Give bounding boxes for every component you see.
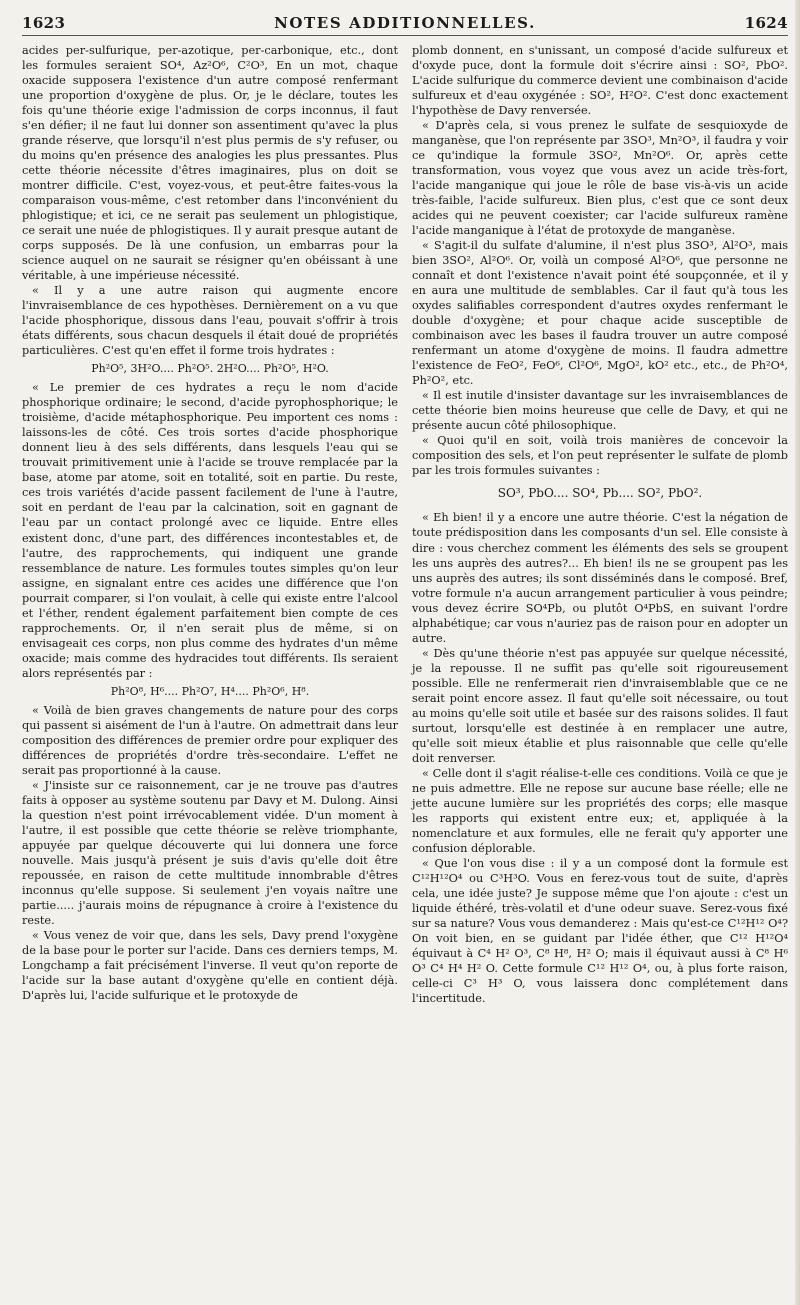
running-title: NOTES ADDITIONNELLES.: [274, 14, 536, 32]
paragraph: « Dès qu'une théorie n'est pas appuyée sur quelque nécessité, je la repousse. Il ne suffit pas qu'elle soit rigoureusement possible. Elle ne renfermerait rien d'invraisemblable que ce ne serait point encore assez. Il faut qu'elle soit nécessaire, ou tout au moins qu'elle soit utile et basée sur des raisons solides. Il faut surtout, lorsqu'elle est destinée à en remplacer une autre, qu'elle soit mieux établie et plus raisonnable que celle qu'elle doit renverser.: [412, 646, 788, 765]
chemical-formula-line: SO³, PbO.... SO⁴, Pb.... SO², PbO².: [497, 486, 703, 501]
paragraph: « J'insiste sur ce raisonnement, car je ne trouve pas d'autres faits à opposer au système soutenu par Davy et M. Dulong. Ainsi la question n'est point irrévocablement vidée. D'un moment à l'autre, il est possible que cette théorie se relève triomphante, appuyée par quelque découverte qui lui donnera une force nouvelle. Mais jusqu'à présent je suis d'avis qu'elle doit être repoussée, en raison de cette multitude innombrable d'êtres inconnus qu'elle suppose. Si seulement j'en voyais naître une partie..... j'aurais moins de répugnance à croire à l'existence du reste.: [22, 778, 398, 927]
page-edge-shadow: [795, 0, 800, 1305]
paragraph: « D'après cela, si vous prenez le sulfate de sesquioxyde de manganèse, que l'on représente par 3SO³, Mn²O³, il faudra y voir ce qu'indique la formule 3SO², Mn²O⁶. Or, après cette transformation, vous voyez que vous avez un acide très-fort, l'acide manganique qui joue le rôle de base vis-à-vis un acide très-faible, l'acide sulfureux. Bien plus, c'est que ce sont deux acides qui ne peuvent coexister; car l'acide sulfureux ramène l'acide manganique à l'état de protoxyde de manganèse.: [412, 119, 788, 238]
paragraph: « Eh bien! il y a encore une autre théorie. C'est la négation de toute prédisposition dans les composants d'un sel. Elle consiste à dire : vous cherchez comment les éléments des sels se groupent les uns auprès des autres?... Eh bien! ils ne se groupent pas les uns auprès des autres; ils sont disséminés dans le composé. Bref, votre formule n'a aucun arrangement particulier à vous peindre; vous devez écrire SO⁴Pb, ou plutôt O⁴PbS, en suivant l'ordre alphabétique; car vous n'auriez pas de raison pour en adopter un autre.: [412, 511, 788, 645]
paragraph: « Voilà de bien graves changements de nature pour des corps qui passent si aisément de l'un à l'autre. On admettrait dans leur composition des différences de premier ordre pour expliquer des différences de propriétés d'ordre très-secondaire. L'effet ne serait pas proportionné à la cause.: [22, 703, 398, 777]
left-column: [22, 43, 398, 1006]
paragraph: « S'agit-il du sulfate d'alumine, il n'est plus 3SO³, Al²O³, mais bien 3SO², Al²O⁶. Or, voilà un composé Al²O⁶, que personne ne connaît et dont l'existence n'avait point été soupçonnée, et il y en aura une multitude de semblables. Car il faut qu'à tous les oxydes salifiables correspondent d'autres oxydes renfermant le double d'oxygène; et pour chaque acide susceptible de combinaison avec les bases il faudra trouver un autre composé renfermant un atome d'oxygène de moins. Il faudra admettre l'existence de FeO², FeO⁶, Cl²O⁶, MgO², kO² etc., etc., de Ph²O⁴, Ph²O², etc.: [412, 239, 788, 388]
running-header: [22, 14, 788, 36]
paragraph: « Le premier de ces hydrates a reçu le nom d'acide phosphorique ordinaire; le second, d'acide pyrophosphorique; le troisième, d'acide métaphosphorique. Peu importent ces noms : laissons-les de côté. Ces trois sortes d'acide phosphorique donnent lieu à des sels différents, dans lesquels l'eau qui se trouvait primitivement unie à l'acide se trouve remplacée par la base, atome par atome, soit en totalité, soit en partie. Du reste, ces trois variétés d'acide passent facilement de l'une à l'autre, soit en perdant de l'eau par la calcination, soit en gagnant de l'eau par un contact prolongé avec ce liquide. Entre elles existent donc, d'une part, des différences incontestables et, de l'autre, des rapprochements, qui indiquent une grande ressemblance de nature. Les formules toutes simples qu'on leur assigne, en signalant entre ces acides une différence que l'on pourrait comparer, si l'on voulait, à celle qui existe entre l'alcool et l'éther, rendent également parfaitement bien compte de ces rapprochements. Or, il n'en serait plus de même, si on envisageait ces corps, non plus comme des hydrates d'un même oxacide; mais comme des hydracides tout différents. Ils seraient alors représentés par :: [22, 381, 398, 680]
chemical-formula-line: Ph²O⁸, H⁶.... Ph²O⁷, H⁴.... Ph²O⁶, H⁸.: [110, 684, 310, 698]
two-column-body: [22, 43, 788, 1006]
paragraph: « Il y a une autre raison qui augmente encore l'invraisemblance de ces hypothèses. Dernièrement on a vu que l'acide phosphorique, dissous dans l'eau, pouvait s'offrir à trois états différents, sous chacun desquels il était doué de propriétés particulières. C'est qu'en effet il forme trois hydrates :: [22, 284, 398, 358]
paragraph: plomb donnent, en s'unissant, un composé d'acide sulfureux et d'oxyde puce, dont la formule doit s'écrire ainsi : SO², PbO². L'acide sulfurique du commerce devient une combinaison d'acide sulfureux et d'eau oxygénée : SO², H²O². C'est donc exactement l'hypothèse de Davy renversée.: [412, 44, 788, 118]
paragraph: « Celle dont il s'agit réalise-t-elle ces conditions. Voilà ce que je ne puis admettre. Elle ne repose sur aucune base réelle; elle ne jette aucune lumière sur les propriétés des corps; elle masque les rapports qui existent entre eux; et, appliquée à la nomenclature et aux formules, elle ne ferait qu'y apporter une confusion déplorable.: [412, 766, 788, 855]
paragraph: « Vous venez de voir que, dans les sels, Davy prend l'oxygène de la base pour le porter sur l'acide. Dans ces derniers temps, M. Longchamp a fait précisément l'inverse. Il veut qu'on reporte de l'acide sur la base autant d'oxygène qu'elle en contient déjà. D'après lui, l'acide sulfurique et le protoxyde de: [22, 928, 398, 1002]
right-column: [412, 43, 788, 1006]
paragraph: acides per-sulfurique, per-azotique, per-carbonique, etc., dont les formules seraient SO⁴, Az²O⁶, C²O³, En un mot, chaque oxacide supposera l'existence d'un autre composé renfermant une proportion d'oxygène de plus. Or, je le déclare, toutes les fois qu'une théorie exige l'admission de corps inconnus, il faut s'en défier; il ne faut lui donner son assentiment qu'avec la plus grande réserve, que lorsqu'il n'est plus permis de s'y refuser, ou du moins qu'en présence des analogies les plus pressantes. Plus cette théorie nécessite d'êtres imaginaires, plus on doit se montrer difficile. C'est, voyez-vous, et peut-être faites-vous la comparaison vous-même, c'est retomber dans l'inconvénient du phlogistique; et ici, ce ne serait pas seulement un phlogistique, ce serait une nuée de phlogistiques. Il y aurait presque autant de corps supposés. De là une confusion, un embarras pour la science auquel on ne saurait se résigner qu'en obéissant à une véritable, à une impérieuse nécessité.: [22, 44, 398, 283]
paragraph: « Il est inutile d'insister davantage sur les invraisemblances de cette théorie bien moins heureuse que celle de Davy, et qui ne présente aucun côté philosophique.: [412, 389, 788, 433]
paragraph: « Quoi qu'il en soit, voilà trois manières de concevoir la composition des sels, et l'on peut représenter le sulfate de plomb par les trois formules suivantes :: [412, 434, 788, 478]
left-page-number: 1623: [22, 14, 66, 32]
paragraph: « Que l'on vous dise : il y a un composé dont la formule est C¹²H¹²O⁴ ou C³H³O. Vous en ferez-vous tout de suite, d'après cela, une idée juste? Je suppose même que l'on ajoute : c'est un liquide éthéré, très-volatil et d'une odeur suave. Serez-vous fixé sur sa nature? Vous vous demanderez : Mais qu'est-ce C¹²H¹² O⁴? On voit bien, en se guidant par l'idée éther, que C¹² H¹²O⁴ équivaut à C⁴ H² O³, C⁸ H⁸, H² O; mais il équivaut aussi à C⁸ H⁶ O³ C⁴ H⁴ H² O. Cette formule C¹² H¹² O⁴, ou, à plus forte raison, celle-ci C³ H³ O, vous laissera donc complétement dans l'incertitude.: [412, 856, 788, 1005]
right-page-number: 1624: [744, 14, 788, 32]
chemical-formula-line: Ph²O⁵, 3H²O.... Ph²O⁵. 2H²O.... Ph²O⁵, H²O.: [91, 362, 329, 376]
